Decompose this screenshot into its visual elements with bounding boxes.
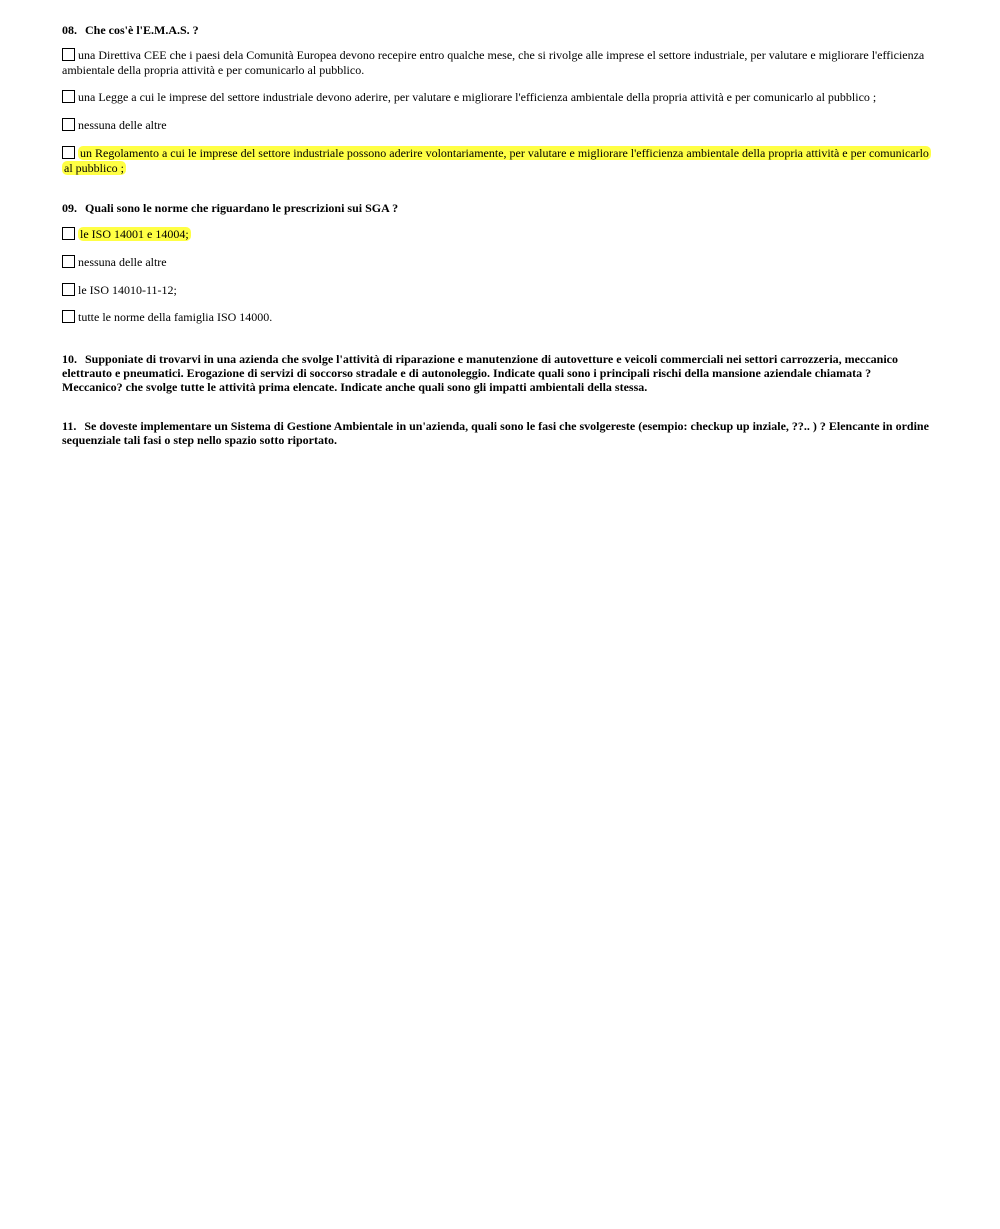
checkbox[interactable] <box>62 310 75 323</box>
question-number: 08. <box>62 23 77 37</box>
option-text: una Legge a cui le imprese del settore industriale devono aderire, per valutare e migliorare l'efficienza ambientale della propria attività e per comunicarlo al pubblico ; <box>78 90 877 104</box>
q08-option-3 <box>62 118 930 133</box>
highlighted-answer: le ISO 14001 e 14004; <box>80 227 189 241</box>
question-text: Supponiate di trovarvi in una azienda che svolge l'attività di riparazione e manutenzione di autovetture e veicoli commerciali nei settori carrozzeria, meccanico elettrauto e pneumatici. Erogazione di servizi di soccorso stradale e di autonoleggio. Indicate quali sono i principali rischi della mansione aziendale chiamata ?Meccanico? che svolge tutte le attività prima elencate. Indicate anche quali sono gli impatti ambientali della stessa. <box>62 352 898 394</box>
q09-option-4 <box>62 310 930 325</box>
q08-option-1 <box>62 48 930 78</box>
q08-option-4 <box>62 146 930 176</box>
question-08-title <box>62 23 930 37</box>
checkbox[interactable] <box>62 48 75 61</box>
q08-option-2 <box>62 90 930 105</box>
checkbox[interactable] <box>62 118 75 131</box>
question-text: Che cos'è l'E.M.A.S. ? <box>85 23 199 37</box>
checkbox[interactable] <box>62 227 75 240</box>
question-10-title <box>62 352 930 394</box>
question-number: 11. <box>62 419 77 433</box>
question-09-title <box>62 201 930 215</box>
option-text: tutte le norme della famiglia ISO 14000. <box>78 310 273 324</box>
q09-option-2 <box>62 255 930 270</box>
checkbox[interactable] <box>62 146 75 159</box>
question-text: Quali sono le norme che riguardano le prescrizioni sui SGA ? <box>85 201 399 215</box>
option-text: nessuna delle altre <box>78 118 167 132</box>
question-number: 10. <box>62 352 77 366</box>
checkbox[interactable] <box>62 255 75 268</box>
highlighted-answer: un Regolamento a cui le imprese del settore industriale possono aderire volontariamente, per valutare e migliorare l'efficienza ambientale della propria attività e per comunicarlo al pubblico ; <box>64 146 929 175</box>
option-text: una Direttiva CEE che i paesi dela Comunità Europea devono recepire entro qualche mese, che si rivolge alle imprese el settore industriale, per valutare e migliorare l'efficienza ambientale della propria attività e per comunicarlo al pubblico. <box>62 48 925 77</box>
q09-option-3 <box>62 283 930 298</box>
checkbox[interactable] <box>62 90 75 103</box>
option-text: le ISO 14010-11-12; <box>78 283 177 297</box>
option-text: nessuna delle altre <box>78 255 167 269</box>
checkbox[interactable] <box>62 283 75 296</box>
question-11-title <box>62 419 930 447</box>
q09-option-1 <box>62 227 930 242</box>
question-number: 09. <box>62 201 77 215</box>
question-text: Se doveste implementare un Sistema di Gestione Ambientale in un'azienda, quali sono le fasi che svolgereste (esempio: checkup up inziale, ??.. ) ? Elencante in ordine sequenziale tali fasi o step nello spazio sotto riportato. <box>62 419 929 447</box>
